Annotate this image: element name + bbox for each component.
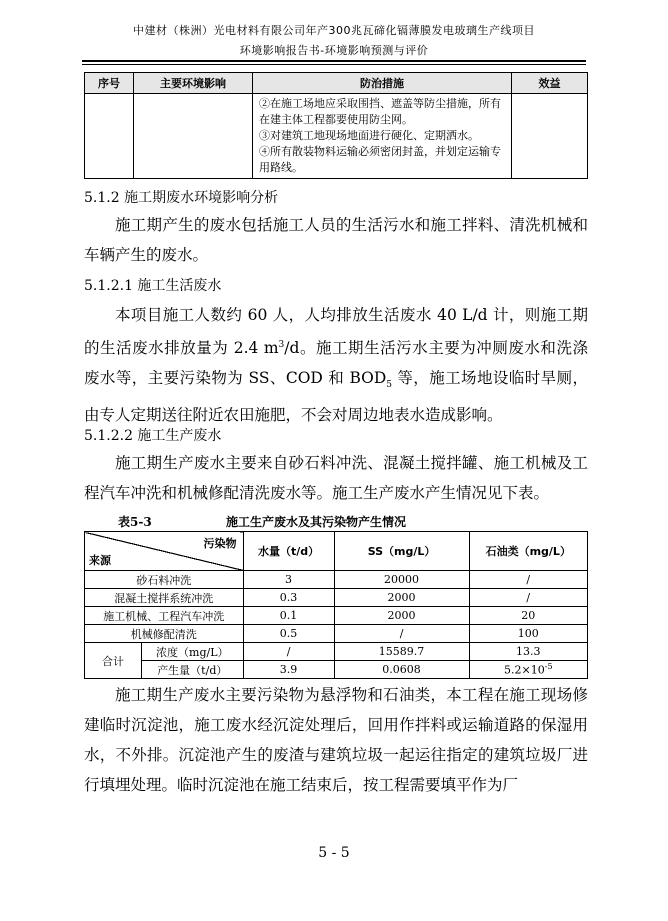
- table-row: [85, 571, 588, 589]
- col-header-index: 序号: [85, 73, 134, 94]
- cell-oil: 20: [469, 607, 587, 625]
- section-heading-5-1-2-2: 5.1.2.2 施工生产废水: [84, 428, 222, 444]
- cell-oil: /: [469, 571, 587, 589]
- table-row: [85, 607, 588, 625]
- table-caption: 施工生产废水及其污染物产生情况: [226, 515, 407, 529]
- cell-benefit: [512, 94, 588, 179]
- oil-amount-exponent: -5: [544, 662, 553, 672]
- running-header-subtitle: 环境影响报告书-环境影响预测与评价: [239, 44, 429, 57]
- running-header-title: 中建材（株洲）光电材料有限公司年产300兆瓦碲化镉薄膜发电玻璃生产线项目: [133, 24, 535, 37]
- diag-label-pollutant: 污染物: [203, 537, 237, 550]
- measures-table-row: [85, 94, 588, 179]
- paragraph-treatment: 施工期生产废水主要污染物为悬浮物和石油类，本工程在施工现场修建临时沉淀池，施工废水经沉淀处理后，回用作拌料或运输道路的保湿用水，不外排。沉淀池产生的废渣与建筑垃圾一起运往指定的建筑垃圾厂进行填埋处理。临时沉淀池在施工结束后，按工程需要填平作为厂: [84, 686, 588, 794]
- table-row: [85, 589, 588, 607]
- cell-oil: 13.3: [469, 643, 587, 661]
- table-header-row: [85, 532, 588, 571]
- cell-source: 混凝土搅拌系统冲洗: [85, 589, 244, 607]
- measure-item: ②在施工场地应采取围挡、遮盖等防尘措施，所有在建主体工程都要使用防尘网。: [259, 97, 501, 126]
- cell-index: [85, 94, 134, 179]
- paragraph-text: /d。施工期生活污水主要为冲厕废水和洗涤废水等，主要污染物为 SS、COD 和 BOD: [84, 339, 588, 388]
- cell-source: 砂石料冲洗: [85, 571, 244, 589]
- col-header-impact: 主要环境影响: [134, 73, 253, 94]
- cell-oil: /: [469, 589, 587, 607]
- cell-water: /: [243, 643, 334, 661]
- cell-measures: [253, 94, 512, 179]
- section-heading-5-1-2-1: 5.1.2.1 施工生活废水: [84, 278, 222, 294]
- col-header-ss: SS（mg/L）: [334, 532, 469, 571]
- subscript: 5: [386, 380, 393, 391]
- measure-item: ③对建筑工地现场地面进行硬化、定期洒水。: [259, 129, 479, 142]
- measures-table-header: [85, 73, 588, 94]
- cell-oil: 100: [469, 625, 587, 643]
- cell-source: 施工机械、工程汽车冲洗: [85, 607, 244, 625]
- cell-water: 3: [243, 571, 334, 589]
- header-rule-thin: [82, 64, 586, 65]
- cell-source: 机械修配清洗: [85, 625, 244, 643]
- cell-oil: [469, 661, 587, 679]
- paragraph-text: 等，施工场地设临时旱厕，由专人定期送往附近农田施肥，不会对周边地表水造成影响。: [84, 369, 588, 425]
- cell-ss: 15589.7: [334, 643, 469, 661]
- diagonal-header-cell: [85, 532, 244, 571]
- cell-water: 3.9: [243, 661, 334, 679]
- page-number: 5 - 5: [318, 845, 350, 861]
- cell-total-label: 合计: [85, 643, 142, 679]
- col-header-benefit: 效益: [512, 73, 588, 94]
- measures-table: [84, 72, 588, 179]
- col-header-measures: 防治措施: [253, 73, 512, 94]
- wastewater-table: [84, 531, 588, 679]
- measure-item: ④所有散装物料运输必须密闭封盖，并划定运输专用路线。: [259, 145, 501, 174]
- cell-ss: 2000: [334, 589, 469, 607]
- cell-water: 0.3: [243, 589, 334, 607]
- table-total-row: [85, 643, 588, 661]
- diag-label-source: 来源: [89, 554, 111, 567]
- cell-ss: 0.0608: [334, 661, 469, 679]
- paragraph-production-wastewater: 施工期生产废水主要来自砂石料冲洗、混凝土搅拌罐、施工机械及工程汽车冲洗和机械修配清洗废水等。施工生产废水产生情况见下表。: [84, 454, 588, 502]
- header-rule-thick: [82, 60, 586, 62]
- cell-total-sublabel: 浓度（mg/L）: [142, 643, 244, 661]
- cell-ss: 2000: [334, 607, 469, 625]
- col-header-oil: 石油类（mg/L）: [469, 532, 587, 571]
- cell-water: 0.5: [243, 625, 334, 643]
- cell-water: 0.1: [243, 607, 334, 625]
- cell-ss: /: [334, 625, 469, 643]
- oil-amount-base: 5.2×10: [504, 663, 545, 677]
- section-heading-5-1-2: 5.1.2 施工期废水环境影响分析: [84, 190, 279, 206]
- paragraph-wastewater-intro: 施工期产生的废水包括施工人员的生活污水和施工拌料、清洗机械和车辆产生的废水。: [84, 216, 588, 264]
- cell-total-sublabel: 产生量（t/d）: [142, 661, 244, 679]
- table-total-row: [85, 661, 588, 679]
- table-number: 表5-3: [118, 515, 152, 529]
- cell-impact: [134, 94, 253, 179]
- paragraph-text: 本项目施工人数约 60 人，人均排放生活废水 40 L/d 计，则施工期的生活废水排放量为 2.4 m: [84, 306, 588, 358]
- table-row: [85, 625, 588, 643]
- col-header-water: 水量（t/d）: [243, 532, 334, 571]
- paragraph-domestic-wastewater: [84, 300, 588, 430]
- cell-ss: 20000: [334, 571, 469, 589]
- superscript: 3: [278, 340, 285, 350]
